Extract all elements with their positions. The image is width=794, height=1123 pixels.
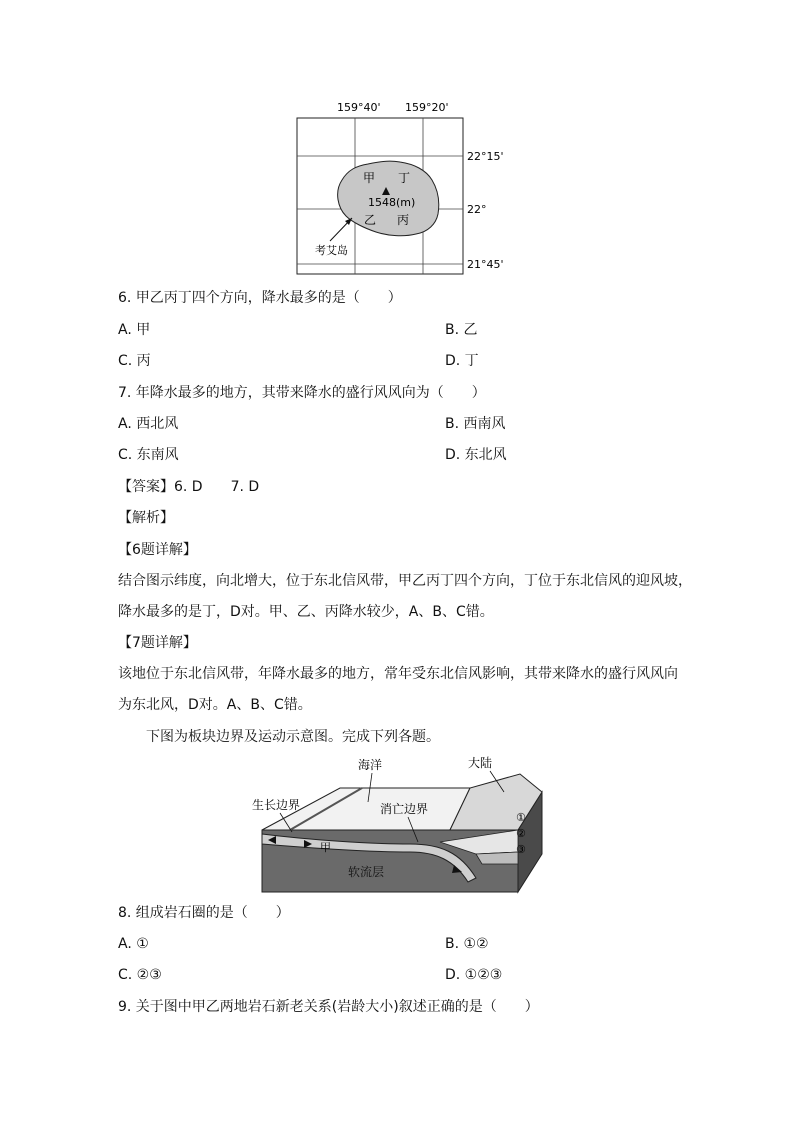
label-yi: 乙 xyxy=(364,213,377,227)
q6-stem: 6. 甲乙丙丁四个方向，降水最多的是（ ） xyxy=(118,290,402,306)
detail6-heading: 【6题详解】 xyxy=(118,542,197,558)
detail6-line-1: 结合图示纬度，向北增大，位于东北信风带，甲乙丙丁四个方向，丁位于东北信风的迎风坡， xyxy=(118,573,692,589)
detail7-line-1: 该地位于东北信风带，年降水最多的地方，常年受东北信风影响，其带来降水的盛行风风向 xyxy=(118,666,678,682)
q6-option-c: C. 丙 xyxy=(118,353,151,369)
island-name: 考艾岛 xyxy=(315,244,348,257)
q6-option-a: A. 甲 xyxy=(118,322,151,338)
lat-label-2: 22° xyxy=(467,203,487,216)
q7-option-b: B. 西南风 xyxy=(445,416,506,432)
q7-option-c: C. 东南风 xyxy=(118,447,179,463)
point-jia-label: 甲 xyxy=(320,841,331,854)
q6-option-b: B. 乙 xyxy=(445,322,478,338)
q7-stem: 7. 年降水最多的地方，其带来降水的盛行风风向为（ ） xyxy=(118,385,486,401)
answer-line: 【答案】6. D 7. D xyxy=(118,479,260,495)
continent-label: 大陆 xyxy=(468,756,493,770)
q8-option-d: D. ①②③ xyxy=(445,967,503,983)
layer-mark-2: ② xyxy=(516,827,526,840)
spreading-boundary-label: 生长边界 xyxy=(252,798,301,812)
lon-label-2: 159°20' xyxy=(405,101,449,114)
detail6-line-2: 降水最多的是丁，D对。甲、乙、丙降水较少，A、B、C错。 xyxy=(118,604,494,620)
lithosphere-mantle xyxy=(476,852,518,864)
q7-option-a: A. 西北风 xyxy=(118,416,179,432)
layer-mark-1: ① xyxy=(516,811,526,824)
label-bing: 丙 xyxy=(397,213,410,227)
q8-option-a: A. ① xyxy=(118,936,149,952)
plate-boundary-figure xyxy=(250,752,560,897)
subduction-boundary-label: 消亡边界 xyxy=(380,802,429,816)
q9-stem: 9. 关于图中甲乙两地岩石新老关系(岩龄大小)叙述正确的是（ ） xyxy=(118,999,539,1015)
q8-option-c: C. ②③ xyxy=(118,967,162,983)
asthenosphere-label: 软流层 xyxy=(348,865,385,879)
q7-option-d: D. 东北风 xyxy=(445,447,507,463)
kauai-map-figure xyxy=(290,96,510,280)
label-jia: 甲 xyxy=(363,171,376,185)
q8-stem: 8. 组成岩石圈的是（ ） xyxy=(118,905,290,921)
elevation-label: 1548(m) xyxy=(368,196,416,209)
lat-label-3: 21°45' xyxy=(467,258,504,271)
q6-option-d: D. 丁 xyxy=(445,353,479,369)
analysis-heading: 【解析】 xyxy=(118,510,174,526)
label-ding: 丁 xyxy=(398,171,411,185)
detail7-heading: 【7题详解】 xyxy=(118,635,197,651)
q8-option-b: B. ①② xyxy=(445,936,489,952)
layer-mark-3: ③ xyxy=(516,843,526,856)
ocean-label: 海洋 xyxy=(358,758,383,772)
lat-label-1: 22°15' xyxy=(467,150,504,163)
detail7-line-2: 为东北风，D对。A、B、C错。 xyxy=(118,697,312,713)
lon-label-1: 159°40' xyxy=(337,101,381,114)
figure-intro: 下图为板块边界及运动示意图。完成下列各题。 xyxy=(146,729,440,745)
